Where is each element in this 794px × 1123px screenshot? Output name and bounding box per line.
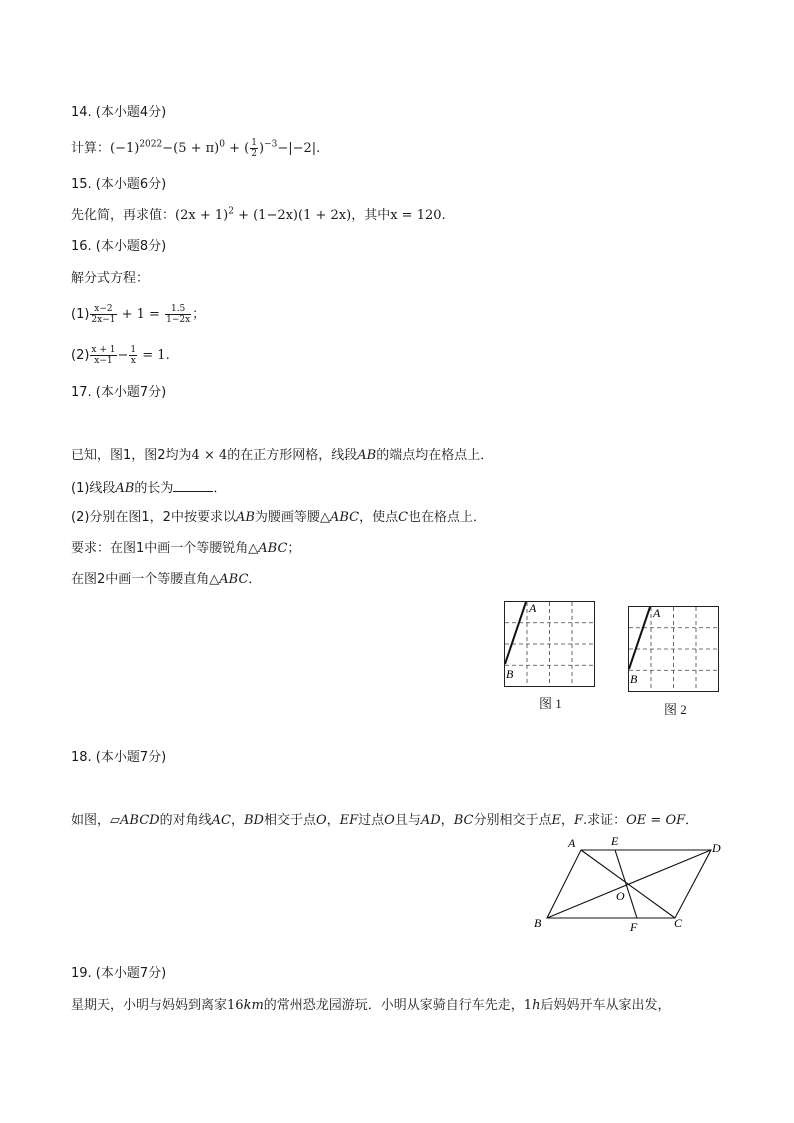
label-A: A [568,836,576,850]
q14-expr-c: + ( [224,141,250,156]
q16-p1-label: (1) [71,307,90,322]
q16-part1 [71,302,205,328]
q18-header: 18. (本小题7分) [71,750,167,765]
text: 分别相交于点 [473,813,552,828]
answer-blank[interactable] [173,479,213,492]
text: 已知，图1，图2均为 [71,448,192,463]
q19-header: 19. (本小题7分) [71,966,167,981]
segment-AB [505,602,526,664]
math: AB [357,448,377,463]
math: △ABC [248,541,288,556]
q16-p2-end: = 1. [138,348,170,363]
math: ▱ABCD [110,813,160,828]
label-C: C [674,916,683,930]
frac-num: 1 [130,345,137,355]
q15-expr: (2x + 1) [175,208,229,223]
text: 后妈妈开车从家出发， [540,998,671,1013]
frac-den: 2x−1 [91,315,116,325]
label-A: A [653,606,661,620]
text: ． [685,813,699,828]
grid-figure-1 [500,598,600,690]
q14-expr-b: −(5 + π) [162,141,220,156]
text: 为腰画等腰 [254,510,320,525]
text: 在图2中画一个等腰直角 [71,572,210,587]
text: 的在正方形网格，线段 [227,448,358,463]
q16-p1-end: ； [192,307,206,322]
q14-expr-a: (−1) [110,141,140,156]
q16-p2-frac2 [129,345,137,366]
q17-part2 [71,509,486,527]
text: ． [213,481,227,496]
q19-problem [71,997,670,1015]
segment-EF [615,850,637,918]
math: h [532,998,541,1013]
math: O [315,813,327,828]
q17-part1 [71,479,226,498]
text: 且与 [394,813,421,828]
q14-fraction [250,138,258,159]
q15-expr2: + (1−2x)(1 + 2x) [233,208,352,223]
math: E [551,813,561,828]
frac-den: 1−2x [166,315,191,325]
frac-num: x−2 [90,304,116,315]
q14-header: 14. (本小题4分) [71,105,167,120]
q14-exp-b: 0 [219,139,225,150]
q14-frac-den: 2 [251,149,257,159]
math: BC [453,813,474,828]
segment-AB [629,607,650,669]
text: ， [560,813,574,828]
parallelogram-figure [528,832,728,937]
q14-prefix: 计算： [71,141,111,156]
math: 4 × 4 [191,448,228,463]
grid-lines [629,607,718,691]
text: (2)分别在图1，2中按要求以 [71,510,236,525]
q15-prefix: 先化简，再求值： [71,208,176,223]
q16-p1-mid: + 1 = [117,307,165,322]
q17-header: 17. (本小题7分) [71,385,167,400]
math: C [398,510,409,525]
q17-requirement1 [71,540,300,558]
text: ，使点 [359,510,399,525]
text: ， [230,813,244,828]
math: BD [243,813,264,828]
label-B: B [506,667,514,681]
text: (1)线段 [71,481,116,496]
fig2-caption: 图 2 [664,702,687,717]
math: AC [211,813,231,828]
text: 也在格点上． [408,510,487,525]
text: 的端点均在格点上． [376,448,494,463]
text: 如图， [71,813,111,828]
q16-part2 [71,343,170,369]
q16-p1-frac1 [90,304,116,325]
text: 的长为 [134,481,174,496]
q15-problem [71,207,446,225]
text: ， [440,813,454,828]
frac-den: x [130,356,136,366]
grid-lines [505,602,594,686]
q14-frac-num: 1 [251,138,257,148]
grid-figure-2 [624,603,724,695]
fig1-caption: 图 1 [539,696,562,711]
label-O: O [616,889,625,903]
label-B: B [630,672,638,686]
q18-problem [71,812,698,830]
label-F: F [630,920,638,934]
label-E: E [611,834,619,848]
math: O [384,813,395,828]
math: OE = OF [626,813,686,828]
q16-p1-frac2 [165,304,191,325]
q15-end: . [441,208,446,223]
q15-exp: 2 [228,206,234,217]
frac-den: x−1 [94,356,113,366]
q16-header: 16. (本小题8分) [71,239,167,254]
text: 的常州恐龙园游玩．小明从家骑自行车先走， [263,998,524,1013]
text: 过点 [358,813,385,828]
math: AB [235,510,255,525]
q15-mid: ，其中 [351,208,391,223]
q14-exp-c: −3 [264,139,278,150]
q16-p2-label: (2) [71,348,90,363]
frac-num: 1.5 [165,304,191,315]
math: F [573,813,583,828]
q16-intro: 解分式方程： [71,271,150,286]
math: 1 [523,998,533,1013]
q14-end: . [316,141,321,156]
label-B: B [534,916,542,930]
text: ； [287,541,301,556]
math: AB [115,481,135,496]
math: km [243,998,264,1013]
math: △ABC [209,572,249,587]
label-D: D [712,841,721,855]
q17-text1 [71,447,493,465]
diagonal-BD [547,850,711,918]
q15-header: 15. (本小题6分) [71,177,167,192]
frac-num: x + 1 [91,345,116,355]
math: 16 [227,998,244,1013]
text: 星期天，小明与妈妈到离家 [71,998,228,1013]
math: AD [420,813,441,828]
text: .求证： [583,813,627,828]
q14-problem: 计算：$(-1)^{2022}-(5 + \pi)^0$ + ( $\frac{1}{2}$ )$^{-3}$−|−2|. [71,138,321,159]
text: 相交于点 [263,813,316,828]
math: △ABC [319,510,360,525]
q14-expr-d: −|−2| [277,141,317,156]
math: EF [339,813,359,828]
text: 的对角线 [159,813,212,828]
text: 要求：在图1中画一个等腰锐角 [71,541,249,556]
q16-p2-frac1 [90,345,116,366]
q15-cond: x = 120 [390,208,442,223]
q17-requirement2 [71,571,261,589]
q14-exp-a: 2022 [139,139,163,150]
text: ， [326,813,340,828]
label-A: A [529,601,537,615]
q16-p2-minus: − [117,348,129,363]
text: ． [248,572,262,587]
